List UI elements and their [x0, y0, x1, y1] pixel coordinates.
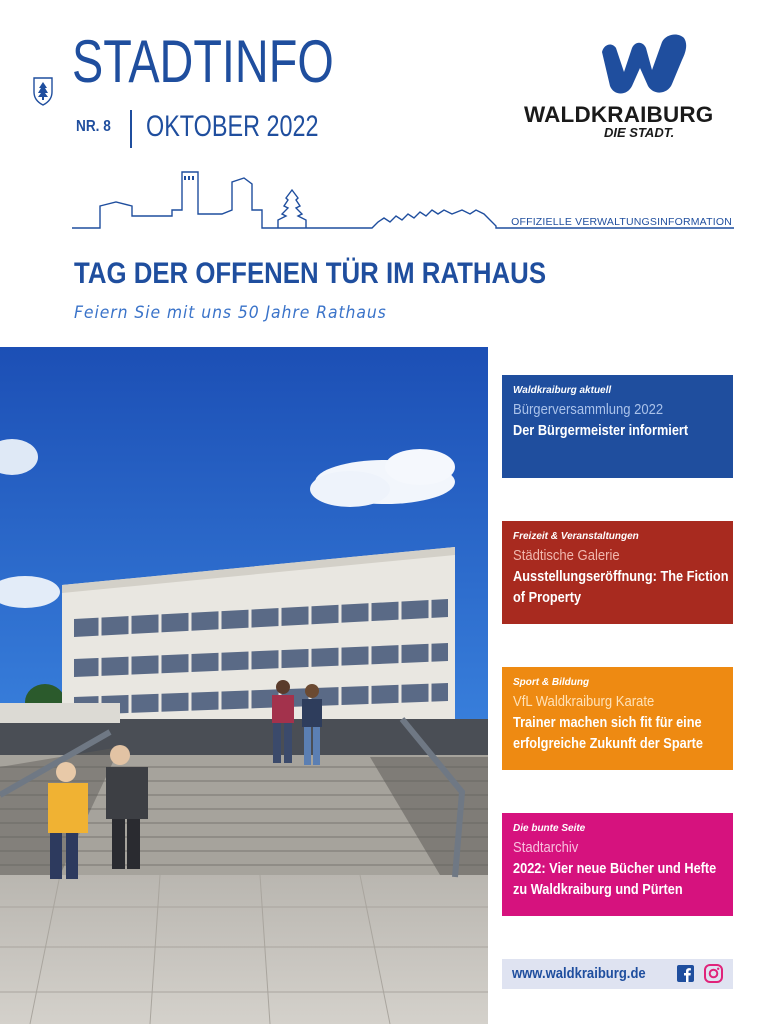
logo-wordmark: WALDKRAIBURG [524, 102, 714, 127]
teaser-freizeit[interactable] [502, 521, 733, 624]
teaser-bunte-seite[interactable] [502, 813, 733, 916]
issue-date: OKTOBER 2022 [146, 110, 319, 143]
teaser-topic: Stadtarchiv [513, 840, 579, 856]
website-link[interactable]: www.waldkraiburg.de [512, 966, 646, 982]
teaser-category: Waldkraiburg aktuell [513, 385, 612, 396]
teaser-description: Ausstellungseröffnung: The Fiction of Property [513, 569, 729, 607]
teaser-description: 2022: Vier neue Bücher und Hefte zu Waldkraiburg und Pürten [513, 861, 717, 899]
teaser-topic: Städtische Galerie [513, 548, 620, 564]
lead-headline: TAG DER OFFENEN TÜR IM RATHAUS [74, 257, 547, 290]
official-info-label: OFFIZIELLE VERWALTUNGSINFORMATION [511, 216, 732, 228]
instagram-icon[interactable] [704, 964, 723, 983]
teaser-description: Trainer machen sich fit für eine erfolgreiche Zukunft der Sparte [513, 715, 704, 753]
facebook-icon[interactable] [677, 965, 694, 982]
teaser-aktuell[interactable] [502, 375, 733, 478]
city-crest-icon [32, 76, 54, 106]
magazine-title: STADTINFO [72, 28, 334, 95]
lead-subline: Feiern Sie mit uns 50 Jahre Rathaus [74, 303, 387, 323]
teaser-topic: Bürgerversammlung 2022 [513, 402, 664, 418]
issue-number: NR. 8 [76, 118, 111, 135]
teaser-category: Freizeit & Veranstaltungen [513, 531, 639, 542]
teaser-category: Sport & Bildung [513, 677, 590, 688]
teaser-category: Die bunte Seite [513, 823, 586, 834]
teaser-description: Der Bürgermeister informiert [513, 423, 689, 439]
teaser-topic: VfL Waldkraiburg Karate [513, 694, 655, 710]
logo-tagline: DIE STADT. [604, 125, 675, 140]
w-logo-icon [598, 32, 690, 96]
teaser-sport[interactable] [502, 667, 733, 770]
issue-divider [130, 110, 132, 148]
town-hall-photo [0, 347, 488, 1024]
